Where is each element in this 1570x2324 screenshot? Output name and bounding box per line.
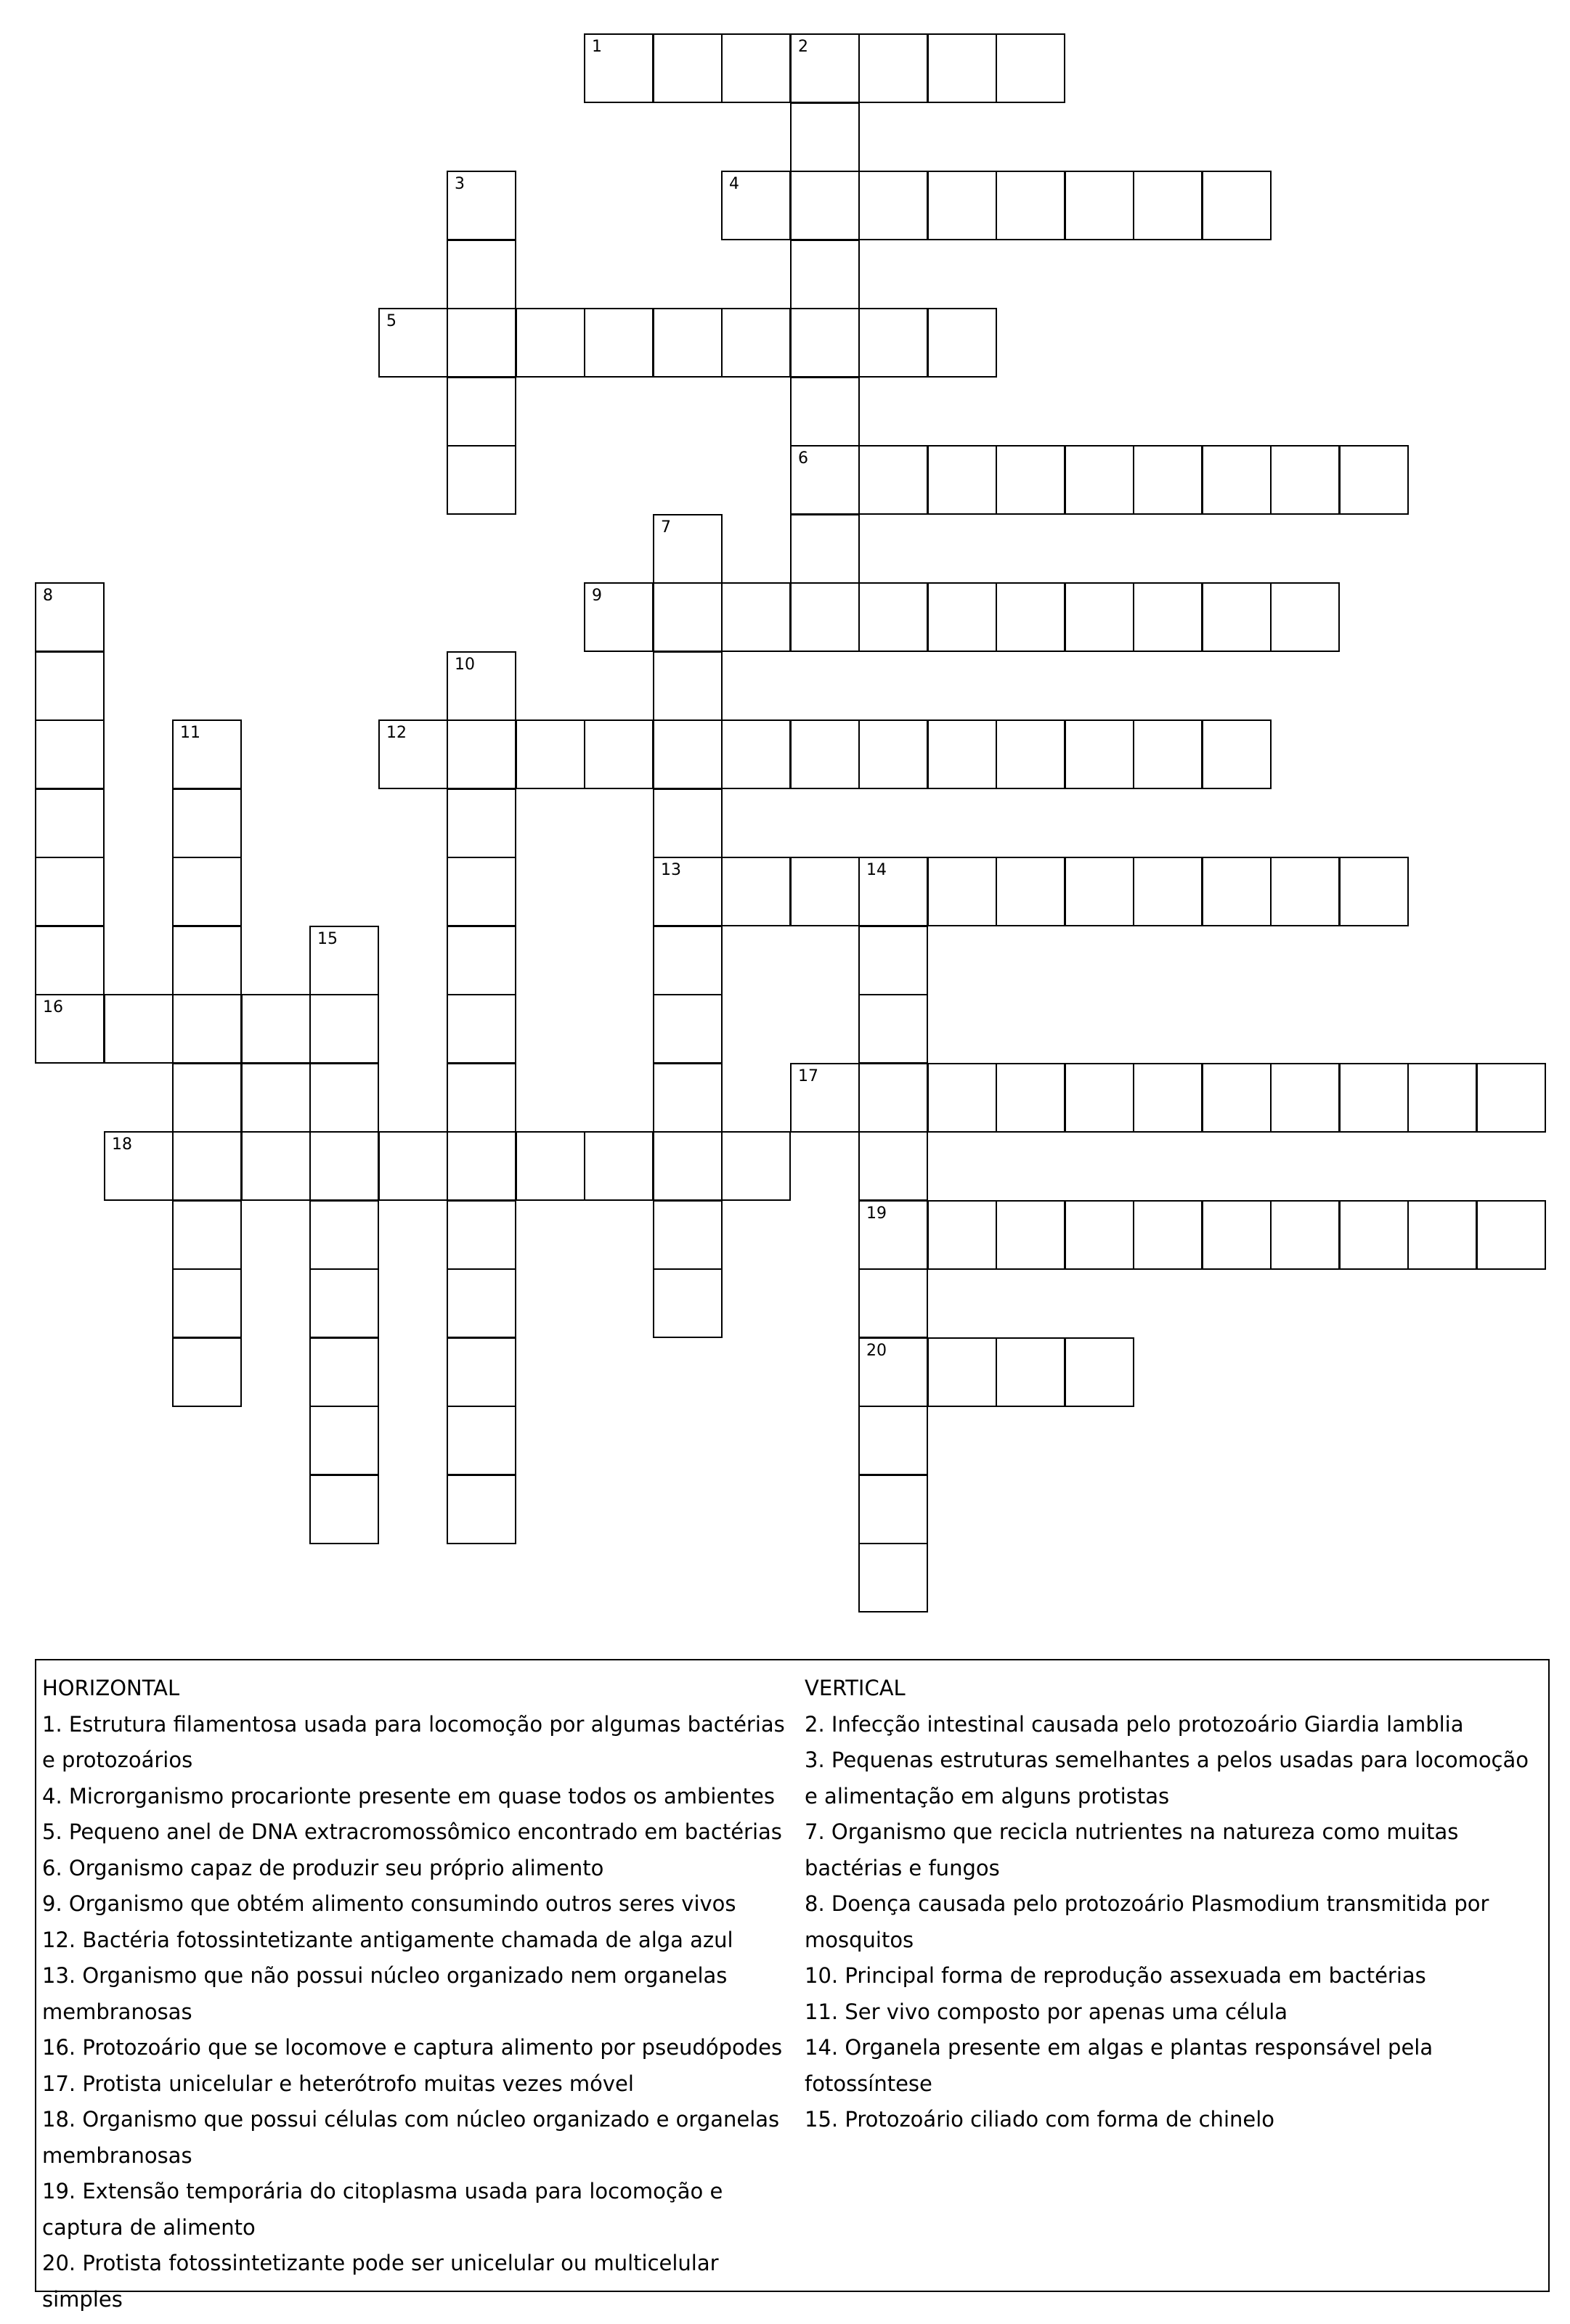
clue-number: 11 — [180, 724, 200, 742]
crossword-cell[interactable] — [172, 994, 242, 1064]
crossword-cell[interactable] — [996, 33, 1065, 103]
crossword-cell[interactable] — [927, 1063, 997, 1133]
down-clue: 8. Doença causada pelo protozoário Plasmodium transmitida por mosquitos — [805, 1891, 1489, 1952]
crossword-cell[interactable] — [790, 719, 860, 789]
crossword-cell[interactable] — [790, 857, 860, 926]
crossword-cell[interactable] — [653, 926, 723, 995]
crossword-cell[interactable] — [1133, 719, 1203, 789]
crossword-cell[interactable] — [721, 171, 791, 240]
crossword-cell[interactable] — [584, 308, 654, 378]
crossword-cell[interactable] — [996, 171, 1065, 240]
crossword-cell[interactable] — [996, 445, 1065, 515]
down-clue-list — [805, 1707, 1545, 2138]
clue-number: 20 — [866, 1342, 887, 1360]
crossword-cell[interactable] — [1270, 445, 1340, 515]
crossword-cell[interactable] — [790, 171, 860, 240]
across-clue: 1. Estrutura filamentosa usada para locomoção por algumas bactérias e protozoários — [42, 1711, 785, 1772]
clue-number: 16 — [43, 998, 63, 1016]
crossword-cell[interactable] — [241, 994, 311, 1064]
crossword-cell[interactable] — [790, 445, 860, 515]
crossword-cell[interactable] — [1339, 1200, 1409, 1270]
crossword-cell[interactable] — [1407, 1063, 1477, 1133]
crossword-cell[interactable] — [172, 1200, 242, 1270]
crossword-cell[interactable] — [309, 926, 379, 995]
crossword-cell[interactable] — [35, 994, 105, 1064]
crossword-cell[interactable] — [172, 926, 242, 995]
down-clue: 3. Pequenas estruturas semelhantes a pelos usadas para locomoção e alimentação em alguns protistas — [805, 1748, 1529, 1809]
crossword-cell[interactable] — [584, 582, 654, 652]
crossword-cell[interactable] — [1339, 1063, 1409, 1133]
across-clue: 9. Organismo que obtém alimento consumindo outros seres vivos — [42, 1891, 736, 1916]
crossword-cell[interactable] — [447, 445, 516, 515]
crossword-cell[interactable] — [721, 308, 791, 378]
clue-number: 6 — [798, 449, 808, 468]
crossword-cell[interactable] — [1065, 719, 1134, 789]
down-clue: 7. Organismo que recicla nutrientes na natureza como muitas bactérias e fungos — [805, 1819, 1459, 1880]
clue-box — [35, 1659, 1550, 2312]
crossword-cell[interactable] — [790, 33, 860, 103]
crossword-cell[interactable] — [1065, 1063, 1134, 1133]
crossword-cell[interactable] — [1133, 582, 1203, 652]
crossword-cell[interactable] — [790, 308, 860, 378]
crossword-cell[interactable] — [858, 1063, 928, 1133]
crossword-cell[interactable] — [447, 1475, 516, 1544]
clue-number: 5 — [386, 312, 396, 330]
crossword-cell[interactable] — [309, 1063, 379, 1133]
down-clue: 11. Ser vivo composto por apenas uma célula — [805, 1999, 1288, 2024]
crossword-cell[interactable] — [1202, 445, 1272, 515]
crossword-cell[interactable] — [309, 1200, 379, 1270]
crossword-cell[interactable] — [309, 994, 379, 1064]
crossword-cell[interactable] — [172, 719, 242, 789]
crossword-cell[interactable] — [653, 994, 723, 1064]
crossword-cell[interactable] — [35, 582, 105, 652]
crossword-cell[interactable] — [447, 308, 516, 378]
crossword-cell[interactable] — [790, 514, 860, 584]
crossword-cell[interactable] — [927, 308, 997, 378]
down-clue: 10. Principal forma de reprodução assexuada em bactérias — [805, 1963, 1426, 1988]
crossword-cell[interactable] — [309, 1406, 379, 1475]
crossword-cell[interactable] — [447, 926, 516, 995]
across-clue: 12. Bactéria fotossintetizante antigamente chamada de alga azul — [42, 1927, 733, 1952]
crossword-cell[interactable] — [1270, 1200, 1340, 1270]
crossword-cell[interactable] — [447, 1406, 516, 1475]
crossword-cell[interactable] — [858, 994, 928, 1064]
crossword-cell[interactable] — [584, 719, 654, 789]
crossword-cell[interactable] — [653, 1063, 723, 1133]
down-clues-column — [805, 1671, 1545, 2138]
crossword-cell[interactable] — [653, 1200, 723, 1270]
crossword-cell[interactable] — [996, 1063, 1065, 1133]
crossword-cell[interactable] — [721, 582, 791, 652]
crossword-cell[interactable] — [790, 240, 860, 309]
crossword-cell[interactable] — [653, 514, 723, 584]
crossword-cell[interactable] — [858, 171, 928, 240]
down-clue: 14. Organela presente em algas e plantas responsável pela fotossíntese — [805, 2035, 1433, 2096]
clue-number: 4 — [729, 175, 739, 193]
crossword-cell[interactable] — [447, 857, 516, 926]
down-clue: 15. Protozoário ciliado com forma de chinelo — [805, 2107, 1275, 2132]
crossword-cell[interactable] — [858, 445, 928, 515]
crossword-cell[interactable] — [721, 1131, 791, 1201]
crossword-cell[interactable] — [927, 857, 997, 926]
clue-number: 9 — [592, 587, 602, 605]
crossword-cell[interactable] — [790, 377, 860, 447]
crossword-cell[interactable] — [447, 1131, 516, 1201]
crossword-cell[interactable] — [35, 926, 105, 995]
clue-number: 17 — [798, 1067, 818, 1085]
crossword-cell[interactable] — [1339, 857, 1409, 926]
clue-number: 2 — [798, 38, 808, 56]
crossword-cell[interactable] — [1202, 582, 1272, 652]
crossword-cell[interactable] — [1133, 1200, 1203, 1270]
across-clue: 19. Extensão temporária do citoplasma usada para locomoção e captura de alimento — [42, 2179, 723, 2240]
across-clues-column — [42, 1671, 797, 2317]
crossword-cell[interactable] — [1065, 1200, 1134, 1270]
crossword-cell[interactable] — [447, 240, 516, 309]
crossword-cell[interactable] — [447, 788, 516, 858]
across-heading: HORIZONTAL — [42, 1676, 180, 1700]
crossword-cell[interactable] — [653, 857, 723, 926]
crossword-cell[interactable] — [790, 582, 860, 652]
crossword-cell[interactable] — [1270, 1063, 1340, 1133]
crossword-cell[interactable] — [790, 102, 860, 172]
down-clue: 2. Infecção intestinal causada pelo protozoário Giardia lamblia — [805, 1711, 1464, 1737]
crossword-cell[interactable] — [1202, 1063, 1272, 1133]
crossword-cell[interactable] — [858, 857, 928, 926]
crossword-cell[interactable] — [996, 857, 1065, 926]
crossword-cell[interactable] — [858, 1337, 928, 1407]
crossword-cell[interactable] — [1065, 857, 1134, 926]
crossword-cell[interactable] — [584, 1131, 654, 1201]
across-clue: 18. Organismo que possui células com núcleo organizado e organelas membranosas — [42, 2107, 780, 2168]
crossword-cell[interactable] — [309, 1268, 379, 1338]
crossword-cell[interactable] — [309, 1475, 379, 1544]
crossword-cell[interactable] — [447, 651, 516, 721]
crossword-cell[interactable] — [378, 308, 448, 378]
across-clue: 13. Organismo que não possui núcleo organizado nem organelas membranosas — [42, 1963, 728, 2024]
crossword-cell[interactable] — [309, 1131, 379, 1201]
crossword-cell[interactable] — [1407, 1200, 1477, 1270]
crossword-cell[interactable] — [447, 1063, 516, 1133]
crossword-cell[interactable] — [172, 1337, 242, 1407]
crossword-cell[interactable] — [653, 651, 723, 721]
crossword-cell[interactable] — [172, 857, 242, 926]
down-heading: VERTICAL — [805, 1676, 906, 1700]
crossword-cell[interactable] — [447, 1337, 516, 1407]
crossword-cell[interactable] — [516, 719, 585, 789]
crossword-cell[interactable] — [858, 1406, 928, 1475]
crossword-cell[interactable] — [447, 377, 516, 447]
crossword-cell[interactable] — [927, 33, 997, 103]
clue-number: 18 — [112, 1136, 132, 1154]
crossword-cell[interactable] — [1133, 1063, 1203, 1133]
crossword-cell[interactable] — [35, 857, 105, 926]
crossword-cell[interactable] — [172, 1063, 242, 1133]
crossword-cell[interactable] — [927, 582, 997, 652]
crossword-cell[interactable] — [172, 1131, 242, 1201]
crossword-cell[interactable] — [927, 445, 997, 515]
crossword-cell[interactable] — [378, 1131, 448, 1201]
crossword-cell[interactable] — [858, 926, 928, 995]
crossword-cell[interactable] — [104, 1131, 174, 1201]
crossword-cell[interactable] — [172, 788, 242, 858]
crossword-cell[interactable] — [447, 994, 516, 1064]
crossword-cell[interactable] — [653, 719, 723, 789]
crossword-cell[interactable] — [653, 1268, 723, 1338]
crossword-cell[interactable] — [35, 719, 105, 789]
clue-number: 3 — [455, 175, 465, 193]
crossword-cell[interactable] — [858, 582, 928, 652]
crossword-cell[interactable] — [858, 1543, 928, 1612]
crossword-cell[interactable] — [996, 719, 1065, 789]
crossword-cell[interactable] — [996, 1200, 1065, 1270]
crossword-cell[interactable] — [1133, 171, 1203, 240]
crossword-cell[interactable] — [35, 788, 105, 858]
crossword-cell[interactable] — [241, 1063, 311, 1133]
crossword-cell[interactable] — [996, 582, 1065, 652]
crossword-cell[interactable] — [1133, 857, 1203, 926]
crossword-cell[interactable] — [1270, 582, 1340, 652]
crossword-cell[interactable] — [858, 1131, 928, 1201]
crossword-cell[interactable] — [241, 1131, 311, 1201]
crossword-cell[interactable] — [858, 33, 928, 103]
across-clue: 5. Pequeno anel de DNA extracromossômico encontrado em bactérias — [42, 1819, 782, 1844]
across-clue: 16. Protozoário que se locomove e captura alimento por pseudópodes — [42, 2035, 783, 2060]
crossword-cell[interactable] — [516, 1131, 585, 1201]
across-clue-list — [42, 1707, 797, 2318]
crossword-cell[interactable] — [447, 1200, 516, 1270]
crossword-cell[interactable] — [447, 1268, 516, 1338]
crossword-cell[interactable] — [1065, 445, 1134, 515]
crossword-cell[interactable] — [858, 1475, 928, 1544]
clue-number: 8 — [43, 587, 53, 605]
crossword-cell[interactable] — [104, 994, 174, 1064]
across-clue: 20. Protista fotossintetizante pode ser unicelular ou multicelular simples — [42, 2251, 719, 2312]
clue-number: 1 — [592, 38, 602, 56]
crossword-cell[interactable] — [35, 651, 105, 721]
crossword-cell[interactable] — [1133, 445, 1203, 515]
across-clue: 17. Protista unicelular e heterótrofo muitas vezes móvel — [42, 2071, 634, 2096]
clue-number: 7 — [661, 518, 671, 537]
crossword-cell[interactable] — [1065, 582, 1134, 652]
crossword-cell[interactable] — [653, 582, 723, 652]
across-clue: 6. Organismo capaz de produzir seu próprio alimento — [42, 1855, 604, 1880]
crossword-cell[interactable] — [790, 1063, 860, 1133]
crossword-cell[interactable] — [721, 719, 791, 789]
crossword-cell[interactable] — [996, 1337, 1065, 1407]
crossword-cell[interactable] — [1476, 1200, 1546, 1270]
crossword-cell[interactable] — [721, 33, 791, 103]
crossword-cell[interactable] — [172, 1268, 242, 1338]
crossword-cell[interactable] — [858, 308, 928, 378]
crossword-cell[interactable] — [721, 857, 791, 926]
crossword-cell[interactable] — [927, 171, 997, 240]
crossword-cell[interactable] — [1476, 1063, 1546, 1133]
clue-number: 13 — [661, 861, 681, 879]
crossword-cell[interactable] — [1339, 445, 1409, 515]
crossword-cell[interactable] — [447, 719, 516, 789]
crossword-cell[interactable] — [927, 1200, 997, 1270]
crossword-cell[interactable] — [858, 1200, 928, 1270]
crossword-cell[interactable] — [1202, 719, 1272, 789]
crossword-cell[interactable] — [516, 308, 585, 378]
crossword-cell[interactable] — [653, 33, 723, 103]
clue-number: 10 — [455, 656, 475, 674]
crossword-cell[interactable] — [447, 171, 516, 240]
crossword-cell[interactable] — [653, 788, 723, 858]
across-clue: 4. Microrganismo procarionte presente em quase todos os ambientes — [42, 1783, 775, 1809]
crossword-cell[interactable] — [653, 1131, 723, 1201]
crossword-cell[interactable] — [858, 719, 928, 789]
clue-number: 15 — [317, 930, 338, 948]
crossword-cell[interactable] — [1202, 857, 1272, 926]
crossword-cell[interactable] — [378, 719, 448, 789]
crossword-cell[interactable] — [1202, 171, 1272, 240]
clue-number: 19 — [866, 1204, 887, 1223]
crossword-cell[interactable] — [927, 719, 997, 789]
crossword-cell[interactable] — [309, 1337, 379, 1407]
crossword-cell[interactable] — [584, 33, 654, 103]
crossword-cell[interactable] — [858, 1268, 928, 1338]
crossword-cell[interactable] — [927, 1337, 997, 1407]
crossword-cell[interactable] — [1065, 1337, 1134, 1407]
crossword-cell[interactable] — [1065, 171, 1134, 240]
crossword-cell[interactable] — [653, 308, 723, 378]
clue-number: 12 — [386, 724, 407, 742]
crossword-cell[interactable] — [1202, 1200, 1272, 1270]
clue-number: 14 — [866, 861, 887, 879]
crossword-cell[interactable] — [1270, 857, 1340, 926]
